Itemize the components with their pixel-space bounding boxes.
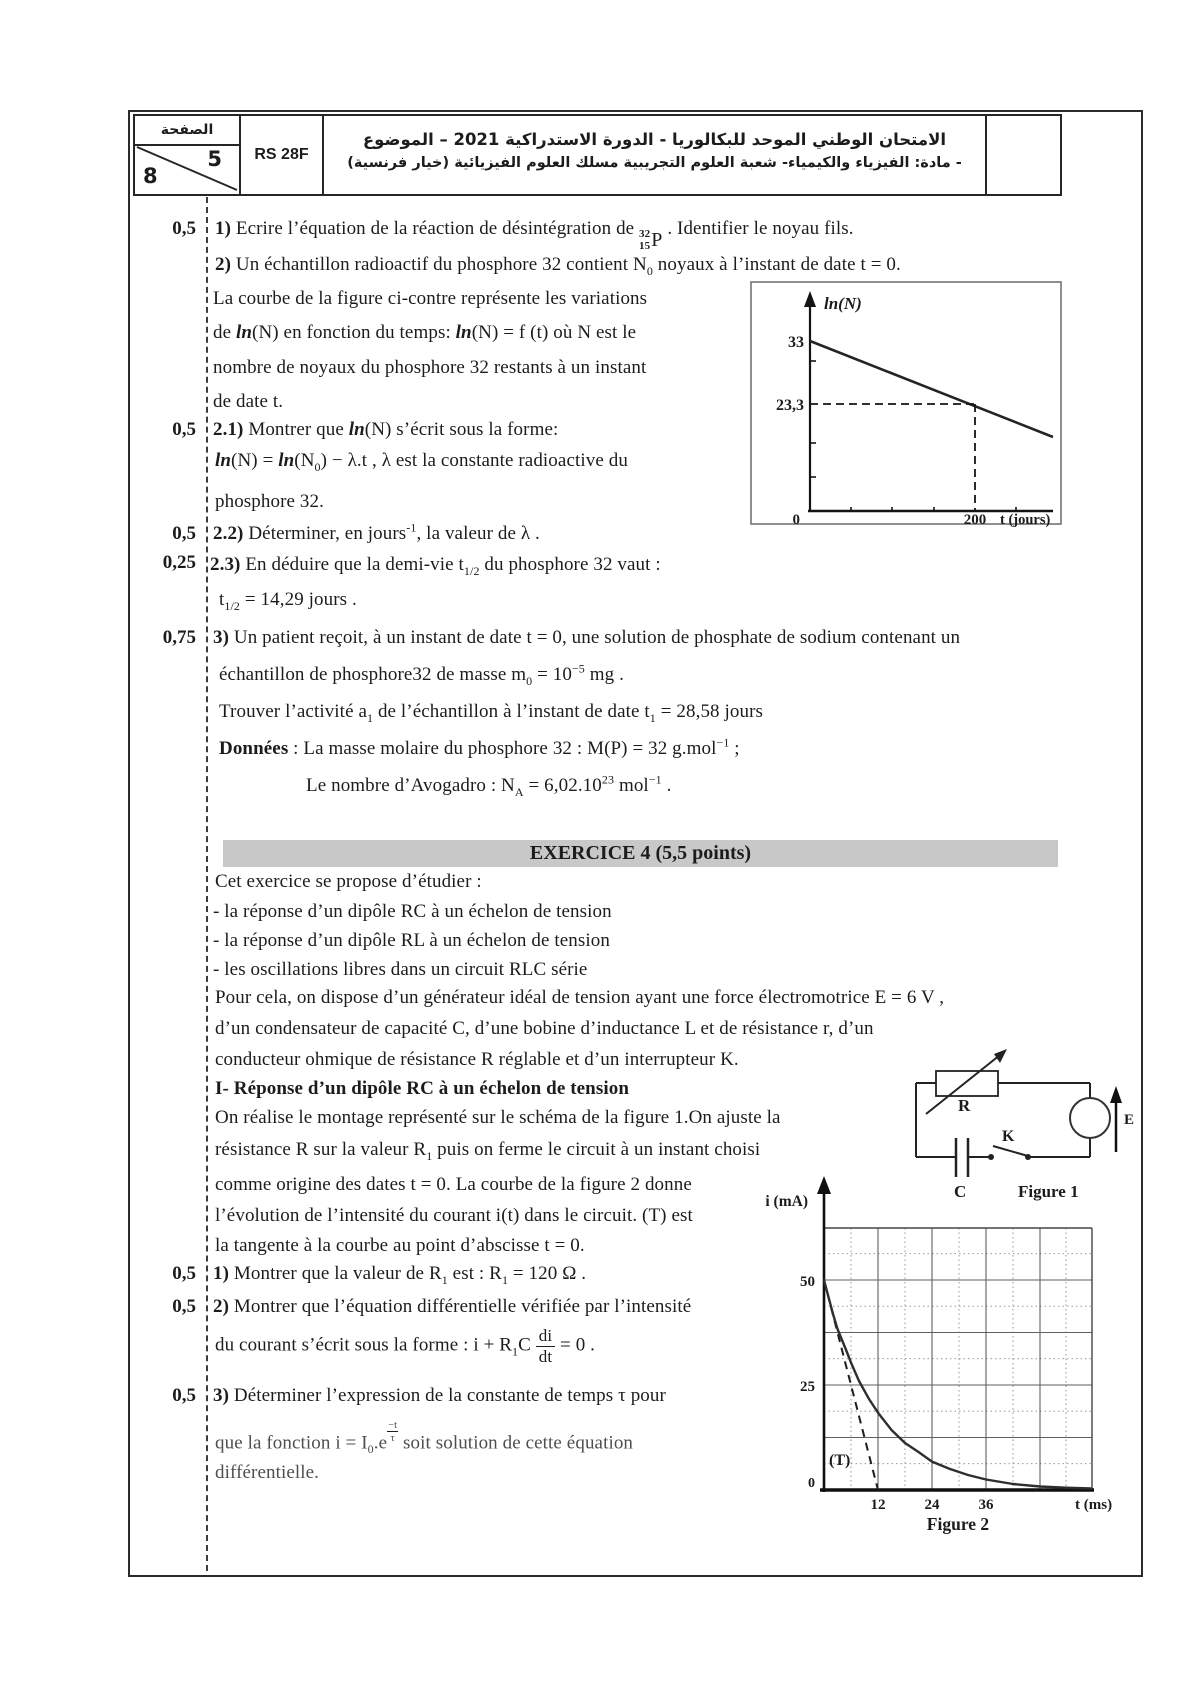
- intro-line: - la réponse d’un dipôle RC à un échelon de tension: [213, 901, 612, 922]
- ln-graph-figure: [750, 281, 1062, 528]
- intro-line: Cet exercice se propose d’étudier :: [215, 871, 482, 892]
- question-line: 3) Un patient reçoit, à un instant de date t = 0, une solution de phosphate de sodium contenant un: [213, 627, 961, 648]
- question-line: 2) Un échantillon radioactif du phosphore 32 contient $N_0$ noyaux à l’instant de date t = 0.: [215, 254, 901, 278]
- minor-grid: [824, 1228, 1092, 1490]
- equation-line: $t_{1/2} = 14,29$ jours .: [219, 589, 357, 613]
- origin-label: 0: [792, 512, 800, 528]
- y-axis-label: i (mA): [765, 1193, 808, 1210]
- x-axis-label: t (jours): [1000, 512, 1051, 528]
- resistor-icon: [936, 1071, 998, 1096]
- intro-line: - la réponse d’un dipôle RL à un échelon de tension: [213, 930, 610, 951]
- tick-25: 25: [800, 1379, 815, 1395]
- tick-200: 200: [963, 512, 987, 528]
- current-curve: [824, 1280, 1091, 1489]
- question-line: que la fonction $i = I_0.e$ $^{\frac{-t}{\tau}}$ soit solution de cette équation: [215, 1420, 634, 1457]
- tick-36: 36: [978, 1497, 994, 1513]
- question-line: la tangente à la courbe au point d’abscisse t = 0.: [215, 1235, 585, 1256]
- question-line: On réalise le montage représenté sur le schéma de la figure 1.On ajuste la: [215, 1107, 781, 1128]
- page-label: الصفحة: [135, 116, 239, 146]
- page-total: 8: [143, 164, 158, 188]
- tick-24: 24: [924, 1497, 940, 1513]
- y-axis-label: ln(N): [824, 294, 862, 313]
- intro-line: Pour cela, on dispose d’un générateur idéal de tension ayant une force électromotrice E = 6 V ,: [215, 987, 945, 1008]
- question-line: 1) Montrer que la valeur de $R_1$ est : $R_1 = 120$ Ω .: [213, 1263, 587, 1287]
- question-line: nombre de noyaux du phosphore 32 restants à un instant: [213, 357, 647, 378]
- tangent-label: (T): [829, 1452, 851, 1469]
- page-current: 5: [207, 147, 222, 171]
- header: [133, 114, 1062, 196]
- exam-title: [324, 116, 985, 194]
- question-line: 2) Montrer que l’équation différentielle vérifiée par l’intensité: [213, 1296, 692, 1317]
- question-line: La courbe de la figure ci-contre représente les variations: [213, 288, 648, 309]
- header-divider: [985, 116, 987, 194]
- x-axis-label: t (ms): [1075, 1497, 1113, 1513]
- question-line: différentielle.: [215, 1462, 320, 1483]
- major-grid: [824, 1228, 1092, 1490]
- data-line: Données : La masse molaire du phosphore 32 : M(P) = 32 g.mol$^{-1}$ ;: [219, 735, 740, 759]
- question-line: Trouver l’activité $a_1$ de l’échantillon à l’instant de date $t_1 = 28,58$ jours: [219, 701, 763, 725]
- score-badge: 0,5: [172, 1263, 196, 1284]
- equation-line: $\ln(N) = \ln(N_0) - \lambda.t$ , λ est la constante radioactive du: [215, 450, 628, 474]
- score-badge: 0,25: [162, 552, 196, 573]
- tick-12: 12: [870, 1497, 886, 1513]
- data-line: Le nombre d’Avogadro : $N_A = 6,02.10^{23}$ mol$^{-1}$ .: [306, 772, 672, 799]
- score-badge: 0,5: [172, 419, 196, 440]
- emf-arrow-icon: [1110, 1086, 1122, 1103]
- question-line: échantillon de phosphore32 de masse $m_0 = 10^{-5}$ mg .: [219, 661, 624, 688]
- intro-line: - les oscillations libres dans un circuit RLC série: [213, 959, 588, 980]
- current-graph-figure: [745, 1140, 1147, 1538]
- exam-code: RS 28F: [254, 146, 309, 163]
- question-line: 1) Ecrire l’équation de la réaction de désintégration de 32 15 P . Identifier le noyau fils.: [215, 218, 854, 253]
- tick-23-3: 23,3: [776, 397, 804, 414]
- question-line: de date t.: [213, 391, 284, 412]
- score-badge: 0,5: [172, 1296, 196, 1317]
- emf-label: E: [1124, 1112, 1135, 1128]
- exam-title-line1: الامتحان الوطني الموحد للبكالوريا - الدورة الاستدراكية 2021 – الموضوع: [362, 130, 947, 149]
- intro-line: d’un condensateur de capacité C, d’une bobine d’inductance L et de résistance r, d’un: [215, 1018, 874, 1039]
- up-arrow-icon: [817, 1176, 831, 1194]
- exercise-4-heading: EXERCICE 4 (5,5 points): [223, 840, 1058, 867]
- exam-title-line2: - مادة: الفيزياء والكيمياء- شعبة العلوم التجريبية مسلك العلوم الفيزيائية (خيار فرنسية): [347, 155, 962, 172]
- tick-50: 50: [800, 1274, 815, 1290]
- question-line: 2.3) En déduire que la demi-vie $t_{1/2}$ du phosphore 32 vaut :: [210, 554, 661, 578]
- question-line: phosphore 32.: [215, 491, 324, 512]
- figure2-caption: Figure 2: [926, 1514, 990, 1534]
- figure1-caption: Figure 1: [1018, 1182, 1079, 1201]
- question-line: de ln(N) en fonction du temps: ln(N) = f (t) où N est le: [213, 322, 637, 343]
- question-line: 2.1) Montrer que ln(N) s’écrit sous la forme:: [213, 419, 559, 440]
- switch-label: K: [1002, 1128, 1015, 1145]
- score-badge: 0,5: [172, 1385, 196, 1406]
- score-badge: 0,5: [172, 218, 196, 239]
- generator-icon: [1070, 1098, 1110, 1138]
- question-line: comme origine des dates t = 0. La courbe de la figure 2 donne: [215, 1174, 692, 1195]
- equation-line: du courant s’écrit sous la forme : $i + R_1C$ $\frac{di}{dt}$ = 0 .: [215, 1326, 596, 1366]
- question-line: 3) Déterminer l’expression de la constante de temps τ pour: [213, 1385, 666, 1406]
- section-heading: I- Réponse d’un dipôle RC à un échelon de tension: [215, 1078, 629, 1099]
- tick-33: 33: [788, 334, 804, 351]
- margin-dashed-separator: [206, 197, 208, 1571]
- resistor-label: R: [958, 1096, 971, 1115]
- capacitor-label: C: [954, 1182, 967, 1201]
- score-badge: 0,5: [172, 523, 196, 544]
- question-line: l’évolution de l’intensité du courant i(t) dans le circuit. (T) est: [215, 1205, 693, 1226]
- resistor-arrow-icon: [994, 1049, 1007, 1063]
- question-line: résistance R sur la valeur $R_1$ puis on ferme le circuit à un instant choisi: [215, 1139, 761, 1163]
- question-line: 2.2) Déterminer, en jours$^{-1}$, la valeur de λ .: [213, 520, 540, 544]
- origin-label: 0: [808, 1476, 815, 1491]
- intro-line: conducteur ohmique de résistance R réglable et d’un interrupteur K.: [215, 1049, 739, 1070]
- score-badge: 0,75: [162, 627, 196, 648]
